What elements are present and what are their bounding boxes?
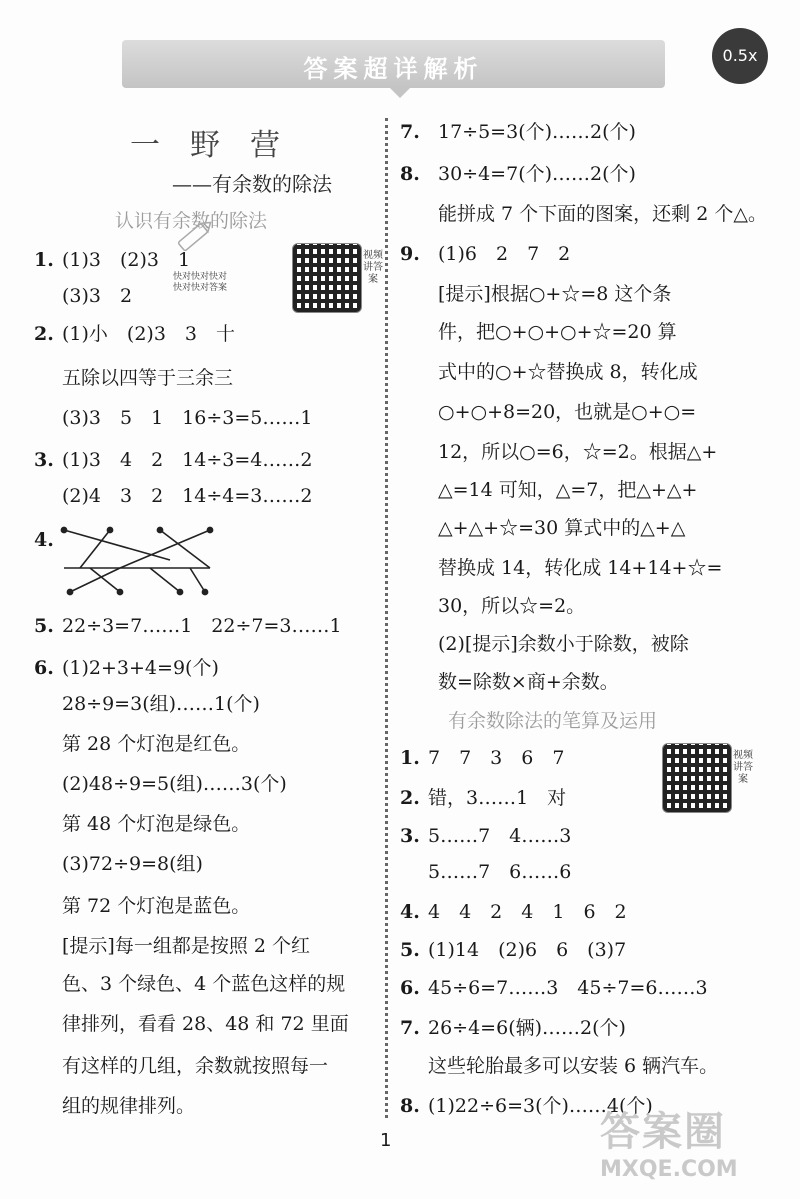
answer-line: 数=除数×商+余数。 — [438, 671, 619, 693]
answer-line: (1)小 (2)3 3 十 — [62, 323, 236, 345]
answer-line: ○+○+8=20，也就是○+○= — [438, 401, 697, 423]
answer-line: 26÷4=6(辆)……2(个) — [428, 1017, 626, 1039]
qr-code-2[interactable] — [662, 743, 732, 813]
question-number: 7. — [400, 1017, 420, 1039]
unit-title: 一野营 — [130, 128, 310, 163]
qr-code-1[interactable] — [292, 243, 362, 313]
answer-line: [提示]每一组都是按照 2 个红 — [62, 935, 310, 957]
answer-line: (1)6 2 7 2 — [438, 243, 571, 265]
answer-line: 组的规律排列。 — [62, 1095, 196, 1117]
answer-line: 这些轮胎最多可以安装 6 辆汽车。 — [428, 1055, 719, 1077]
qr-label-2: 视频讲答案 — [733, 750, 753, 785]
answer-line: (3)3 2 — [62, 285, 133, 307]
answer-line: 有这样的几组，余数就按照每一 — [62, 1055, 329, 1077]
answer-line: (1)22÷6=3(个)……4(个) — [428, 1095, 653, 1117]
header-banner — [122, 40, 665, 88]
question-number: 2. — [34, 323, 54, 345]
answer-line: 5……7 6……6 — [428, 861, 572, 883]
question-number: 7. — [400, 121, 420, 143]
answer-line: (2)48÷9=5(组)……3(个) — [62, 773, 287, 795]
answer-line: 第 48 个灯泡是绿色。 — [62, 813, 251, 835]
qr-label-1: 视频讲答案 — [363, 250, 383, 285]
column-divider — [385, 118, 388, 1118]
answer-line: 替换成 14，转化成 14+14+☆= — [438, 557, 723, 579]
answer-line: 五除以四等于三余三 — [62, 367, 234, 389]
question-number: 9. — [400, 243, 420, 265]
question-number: 4. — [34, 529, 54, 551]
unit-subtitle: ——有余数的除法 — [172, 172, 332, 196]
answer-line: 7 7 3 6 7 — [428, 747, 565, 769]
answer-line: 28÷9=3(组)……1(个) — [62, 693, 260, 715]
qr-caption-1: 快对快对快对 — [173, 272, 228, 282]
answer-line: 22÷3=7……1 22÷7=3……1 — [62, 615, 342, 637]
watermark — [600, 1100, 780, 1182]
answer-line: 律排列，看看 28、48 和 72 里面 — [62, 1013, 349, 1035]
answer-line: (3)3 5 1 16÷3=5……1 — [62, 407, 313, 429]
question-number: 3. — [400, 825, 420, 847]
section-heading-1: 认识有余数的除法 — [115, 210, 268, 232]
answer-line: 能拼成 7 个下面的图案，还剩 2 个△。 — [438, 203, 767, 225]
question-number: 3. — [34, 449, 54, 471]
question-number: 6. — [34, 657, 54, 679]
answer-line: 30，所以☆=2。 — [438, 595, 586, 617]
question-number: 6. — [400, 977, 420, 999]
answer-line: 4 4 2 4 1 6 2 — [428, 901, 627, 923]
question-number: 1. — [400, 747, 420, 769]
header-title: 答案超详解析 — [303, 55, 484, 83]
question-number: 8. — [400, 1095, 420, 1117]
answer-line: 第 28 个灯泡是红色。 — [62, 733, 251, 755]
answer-line: 色、3 个绿色、4 个蓝色这样的规 — [62, 973, 346, 995]
qr-caption-2: 快对快对答案 — [173, 283, 228, 293]
question-number: 4. — [400, 901, 420, 923]
answer-line: (3)72÷9=8(组) — [62, 853, 203, 875]
watermark-url: MXQE.COM — [600, 1157, 738, 1182]
answer-line: (1)3 4 2 14÷3=4……2 — [62, 449, 313, 471]
answer-line: (1)2+3+4=9(个) — [62, 657, 219, 679]
answer-line: 12，所以○=6，☆=2。根据△+ — [438, 441, 718, 463]
answer-line: (1)14 (2)6 6 (3)7 — [428, 939, 627, 961]
matching-diagram — [60, 520, 220, 600]
question-number: 8. — [400, 163, 420, 185]
answer-line: 错，3……1 对 — [428, 787, 567, 809]
answer-line: 式中的○+☆替换成 8，转化成 — [438, 361, 698, 383]
answer-line: △=14 可知，△=7，把△+△+ — [438, 479, 698, 501]
answer-line: 5……7 4……3 — [428, 825, 572, 847]
answer-line: △+△+☆=30 算式中的△+△ — [438, 517, 686, 539]
question-number: 5. — [34, 615, 54, 637]
answer-line: (2)[提示]余数小于除数，被除 — [438, 633, 689, 655]
answer-line: (1)3 (2)3 1 — [62, 249, 191, 271]
question-number: 1. — [34, 249, 54, 271]
answer-line: (2)4 3 2 14÷4=3……2 — [62, 485, 313, 507]
section-heading-2: 有余数除法的笔算及运用 — [448, 710, 658, 732]
watermark-brand: 答案圈 — [600, 1109, 726, 1155]
answer-line: 件，把○+○+○+☆=20 算 — [438, 321, 677, 343]
page-number: 1 — [380, 1130, 392, 1151]
banner-notch — [390, 88, 410, 98]
question-number: 2. — [400, 787, 420, 809]
question-number: 5. — [400, 939, 420, 961]
answer-line: [提示]根据○+☆=8 这个条 — [438, 283, 672, 305]
answer-line: 第 72 个灯泡是蓝色。 — [62, 895, 251, 917]
answer-line: 30÷4=7(个)……2(个) — [438, 163, 636, 185]
zoom-badge[interactable]: 0.5x — [712, 28, 768, 84]
answer-line: 17÷5=3(个)……2(个) — [438, 121, 636, 143]
answer-line: 45÷6=7……3 45÷7=6……3 — [428, 977, 708, 999]
